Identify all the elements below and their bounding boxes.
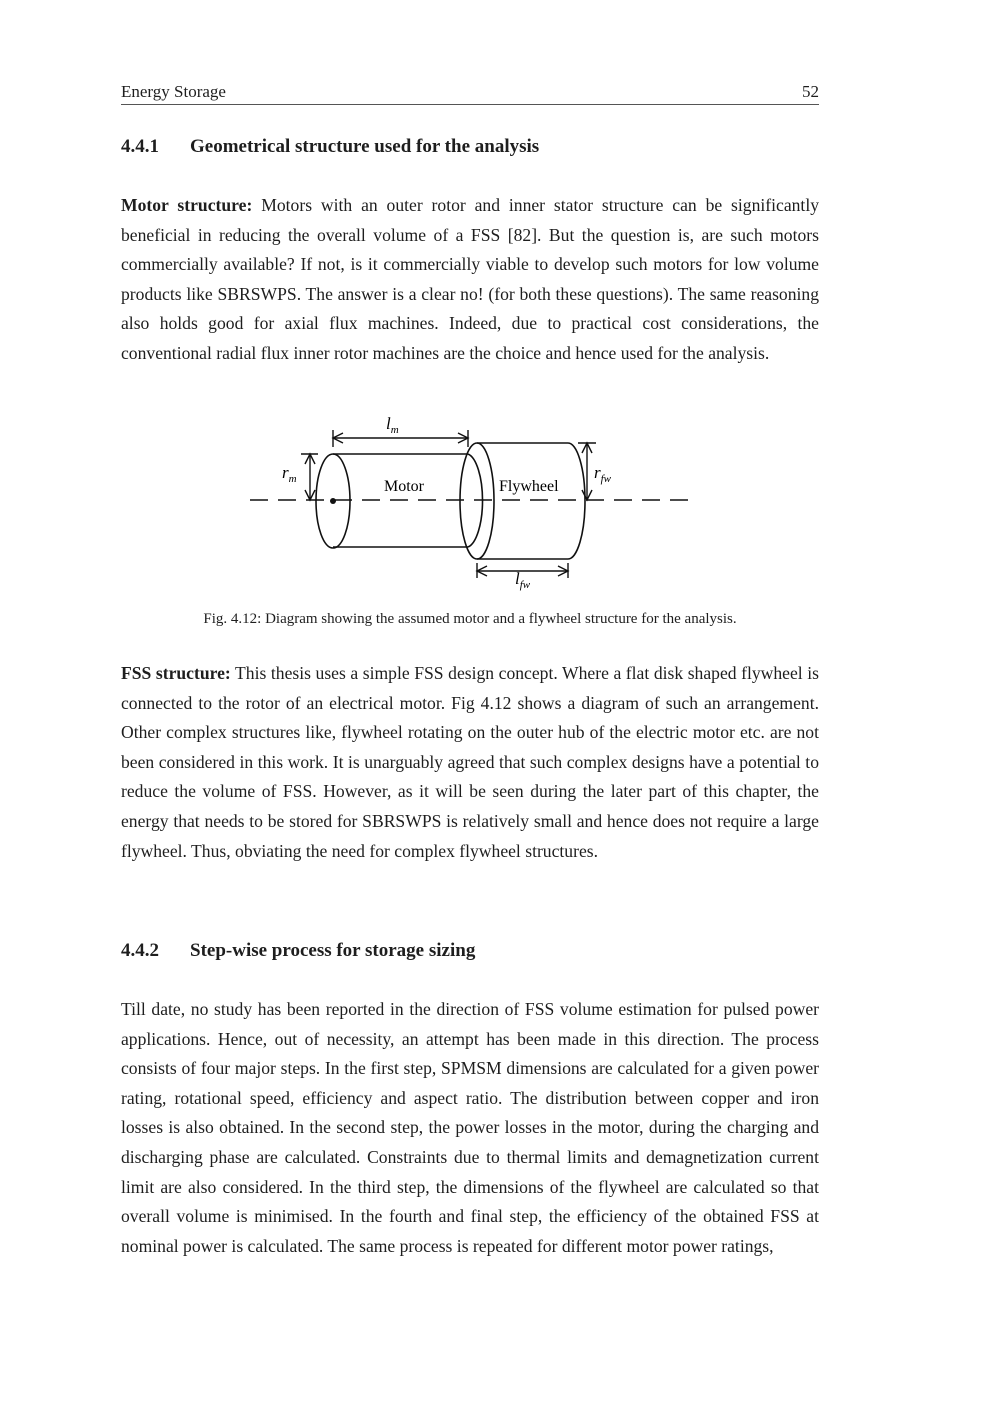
step-wise-text: Till date, no study has been reported in the direction of FSS volume estimation for pulsed power applications. Hence, out of necessity, an attempt has been made in this direction. The process consists of four major steps. In the first step, SPMSM dimensions are calculated for a given power rating, rotational speed, efficiency and aspect ratio. The distribution between copper and iron losses is also obtained. In the second step, the power losses in the motor, during the charging and discharging phase are calculated. Constraints due to thermal limits and demagnetization current limit are also considered. In the third step, the dimensions of the flywheel are calculated so that overall volume is minimised. In the fourth and final step, the efficiency of the obtained FSS at nominal power is calculated. The same process is repeated for different motor power ratings, — [121, 999, 819, 1256]
fss-structure-label: FSS structure: — [121, 663, 231, 683]
step-wise-paragraph — [121, 995, 819, 1261]
flywheel-cylinder — [460, 443, 585, 559]
section-number: 4.4.1 — [121, 136, 159, 157]
lm-dimension — [333, 430, 468, 447]
figure-caption: Fig. 4.12: Diagram showing the assumed motor and a flywheel structure for the analysis. — [203, 611, 737, 627]
section-heading-4-4-2 — [121, 940, 475, 962]
fss-structure-paragraph — [121, 659, 819, 866]
header-title: Energy Storage — [121, 82, 226, 101]
motor-structure-text: Motors with an outer rotor and inner stator structure can be significantly beneficial in reducing the overall volume of a FSS [82]. But the question is, are such motors commercially available? If not, is it commercially viable to develop such motors for low volume products like SBRSWPS. The answer is a clear no! (for both these questions). The same reasoning also holds good for axial flux machines. Indeed, due to practical cost considerations, the conventional radial flux inner rotor machines are the choice and hence used for the analysis. — [121, 195, 820, 363]
lfw-dimension — [477, 563, 568, 578]
motor-cylinder — [316, 454, 483, 548]
page-number: 52 — [802, 82, 819, 101]
lfw-label: $l_{fw}$ — [515, 569, 531, 591]
rfw-label: $r_{fw}$ — [594, 463, 612, 485]
section-title: Geometrical structure used for the analysis — [190, 136, 540, 157]
section-title: Step-wise process for storage sizing — [190, 940, 476, 961]
section-number: 4.4.2 — [121, 940, 159, 961]
flywheel-label: Flywheel — [499, 478, 559, 495]
lm-label: $l_m$ — [386, 414, 399, 436]
motor-label: Motor — [384, 478, 424, 495]
rm-label: $r_m$ — [282, 463, 297, 485]
fss-structure-text: This thesis uses a simple FSS design concept. Where a flat disk shaped flywheel is connected to the rotor of an electrical motor. Fig 4.12 shows a diagram of such an arrangement. Other complex structures like, flywheel rotating on the outer hub of the electric motor etc. are not been considered in this work. It is unarguably agreed that such complex designs have a potential to reduce the volume of FSS. However, as it will be seen during the later part of this chapter, the energy that needs to be stored for SBRSWPS is relatively small and hence does not require a large flywheel. Thus, obviating the need for complex flywheel structures. — [121, 663, 819, 861]
shaft-dot — [330, 498, 336, 504]
motor-structure-label: Motor structure: — [121, 195, 253, 215]
